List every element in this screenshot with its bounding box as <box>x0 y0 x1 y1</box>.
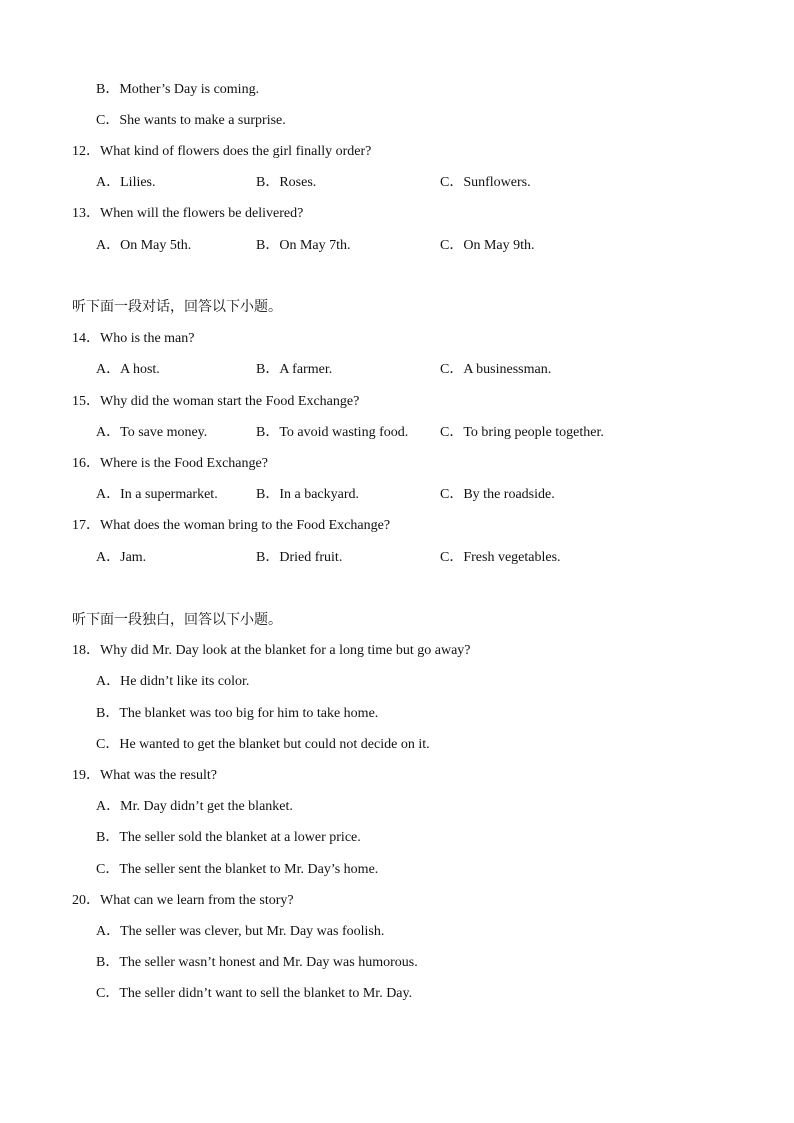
option-letter: B． <box>256 238 280 253</box>
option-text: The seller sent the blanket to Mr. Day’s home. <box>119 862 379 877</box>
q12-option-b <box>256 174 316 192</box>
option-letter: A． <box>96 924 121 939</box>
q18-option-a <box>96 673 249 691</box>
q12-option-c <box>440 174 531 192</box>
option-text: Mr. Day didn’t get the blanket. <box>120 799 293 814</box>
q20-option-b <box>96 954 418 972</box>
question-text: Where is the Food Exchange? <box>100 456 268 471</box>
option-text: The seller was clever, but Mr. Day was foolish. <box>120 924 385 939</box>
q16-option-c <box>440 486 555 504</box>
section-heading-monologue: 听下面一段独白，回答以下小题。 <box>72 612 282 628</box>
q20-stem <box>72 892 294 910</box>
option-text: A businessman. <box>463 362 552 377</box>
q13-option-c <box>440 237 535 255</box>
q19-option-a <box>96 798 293 816</box>
question-text: What does the woman bring to the Food Exchange? <box>100 518 391 533</box>
question-text: When will the flowers be delivered? <box>100 206 304 221</box>
option-text: The seller didn’t want to sell the blanket to Mr. Day. <box>119 986 413 1001</box>
q17-stem <box>72 517 390 535</box>
question-text: What can we learn from the story? <box>100 893 294 908</box>
option-text: The seller sold the blanket at a lower price. <box>119 830 361 845</box>
option-text: He didn’t like its color. <box>120 674 250 689</box>
q13-option-a <box>96 237 191 255</box>
q14-option-c <box>440 361 551 379</box>
option-text: To avoid wasting food. <box>279 425 409 440</box>
option-letter: C． <box>96 986 120 1001</box>
option-letter: C． <box>96 113 120 128</box>
question-text: Who is the man? <box>100 331 195 346</box>
question-number: 15． <box>72 394 100 409</box>
q11-option-b <box>96 81 259 99</box>
option-text: The seller wasn’t honest and Mr. Day was humorous. <box>119 955 418 970</box>
option-text: In a supermarket. <box>120 487 218 502</box>
option-text: By the roadside. <box>463 487 555 502</box>
option-letter: B． <box>96 82 120 97</box>
section-heading-dialogue: 听下面一段对话，回答以下小题。 <box>72 299 282 315</box>
q15-stem <box>72 393 359 411</box>
q17-option-b <box>256 549 342 567</box>
option-letter: A． <box>96 362 121 377</box>
option-text: Jam. <box>120 550 147 565</box>
q16-option-a <box>96 486 218 504</box>
q18-stem <box>72 642 471 660</box>
option-text: She wants to make a surprise. <box>119 113 286 128</box>
q19-option-b <box>96 829 361 847</box>
option-letter: C． <box>440 362 464 377</box>
q14-stem <box>72 330 194 348</box>
option-text: A farmer. <box>279 362 333 377</box>
question-number: 17． <box>72 518 100 533</box>
option-letter: B． <box>256 550 280 565</box>
option-letter: C． <box>96 862 120 877</box>
question-number: 14． <box>72 331 100 346</box>
q18-option-b <box>96 705 378 723</box>
q17-option-a <box>96 549 146 567</box>
q12-option-a <box>96 174 156 192</box>
q13-stem <box>72 205 303 223</box>
question-number: 16． <box>72 456 100 471</box>
q14-option-b <box>256 361 332 379</box>
q19-option-c <box>96 861 378 879</box>
q13-option-b <box>256 237 351 255</box>
question-number: 19． <box>72 768 100 783</box>
option-letter: A． <box>96 175 121 190</box>
q12-stem <box>72 143 371 161</box>
option-letter: A． <box>96 487 121 502</box>
option-text: Sunflowers. <box>463 175 531 190</box>
option-letter: C． <box>440 175 464 190</box>
option-text: On May 9th. <box>463 238 535 253</box>
question-number: 20． <box>72 893 100 908</box>
option-text: Lilies. <box>120 175 156 190</box>
option-letter: C． <box>440 550 464 565</box>
q16-option-b <box>256 486 359 504</box>
question-number: 18． <box>72 643 100 658</box>
q16-stem <box>72 455 268 473</box>
q15-option-a <box>96 424 207 442</box>
question-text: Why did the woman start the Food Exchange? <box>100 394 360 409</box>
q14-option-a <box>96 361 160 379</box>
option-text: Fresh vegetables. <box>463 550 561 565</box>
option-letter: C． <box>440 425 464 440</box>
option-text: To save money. <box>120 425 208 440</box>
q20-option-c <box>96 985 412 1003</box>
q17-option-c <box>440 549 561 567</box>
question-text: Why did Mr. Day look at the blanket for a long time but go away? <box>100 643 471 658</box>
q15-option-b <box>256 424 408 442</box>
option-text: A host. <box>120 362 160 377</box>
option-letter: A． <box>96 425 121 440</box>
option-letter: A． <box>96 238 121 253</box>
option-letter: B． <box>96 706 120 721</box>
option-letter: B． <box>96 830 120 845</box>
question-text: What kind of flowers does the girl finally order? <box>100 144 372 159</box>
option-letter: B． <box>96 955 120 970</box>
option-text: Mother’s Day is coming. <box>119 82 260 97</box>
option-letter: C． <box>96 737 120 752</box>
option-letter: B． <box>256 487 280 502</box>
option-text: On May 5th. <box>120 238 192 253</box>
q18-option-c <box>96 736 430 754</box>
question-text: What was the result? <box>100 768 218 783</box>
option-text: The blanket was too big for him to take home. <box>119 706 379 721</box>
question-number: 12． <box>72 144 100 159</box>
option-text: On May 7th. <box>279 238 351 253</box>
option-text: Roses. <box>279 175 317 190</box>
q20-option-a <box>96 923 384 941</box>
question-number: 13． <box>72 206 100 221</box>
option-letter: C． <box>440 487 464 502</box>
option-text: Dried fruit. <box>279 550 343 565</box>
option-text: To bring people together. <box>463 425 604 440</box>
option-text: In a backyard. <box>279 487 360 502</box>
option-letter: A． <box>96 550 121 565</box>
option-text: He wanted to get the blanket but could not decide on it. <box>119 737 430 752</box>
q19-stem <box>72 767 217 785</box>
q11-option-c <box>96 112 286 130</box>
q15-option-c <box>440 424 604 442</box>
option-letter: C． <box>440 238 464 253</box>
option-letter: B． <box>256 175 280 190</box>
option-letter: A． <box>96 674 121 689</box>
option-letter: B． <box>256 425 280 440</box>
option-letter: A． <box>96 799 121 814</box>
option-letter: B． <box>256 362 280 377</box>
